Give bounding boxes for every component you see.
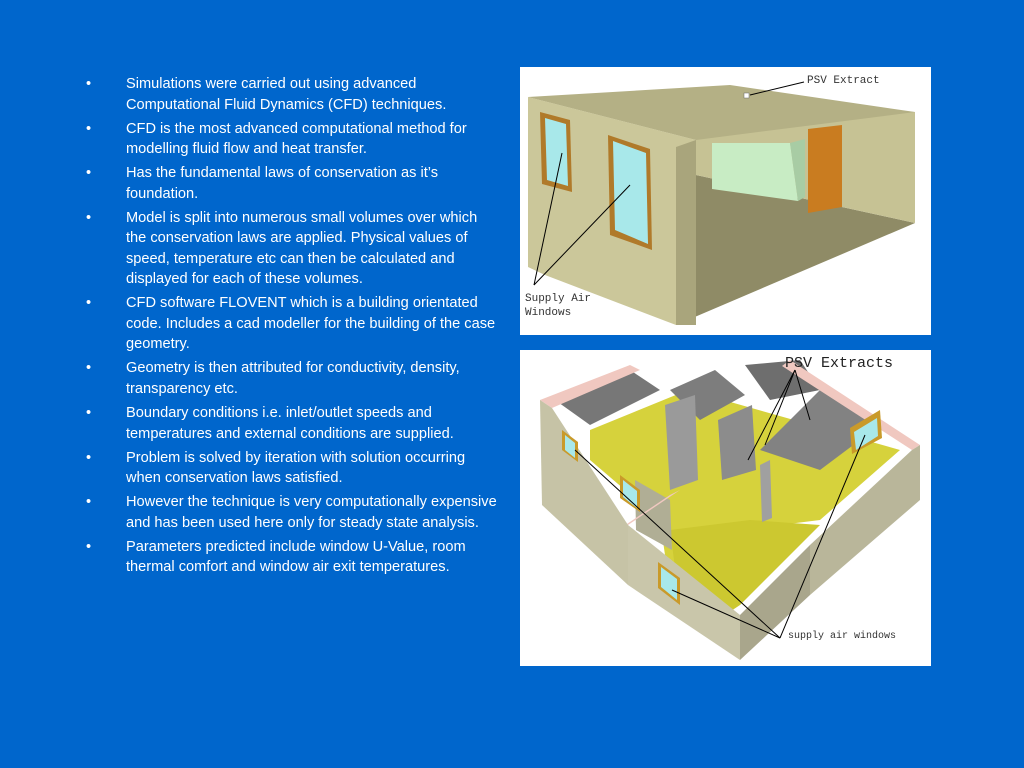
apartment-render-illustration: [520, 350, 931, 666]
bullet-text: CFD software FLOVENT which is a building orientated code. Includes a cad modeller for the building of the case geometry.: [126, 295, 496, 353]
bullet-marker: •: [86, 76, 92, 92]
bullet-item: [86, 448, 498, 489]
bullet-item: [86, 403, 498, 444]
supply-air-label: Supply Air: [525, 293, 592, 305]
apartment-render-figure: [520, 350, 931, 666]
partition-wall-3: [760, 460, 772, 522]
bullet-marker: •: [86, 538, 92, 555]
bullet-text: However the technique is very computationally expensive and has been used here only for steady state analysis.: [126, 494, 497, 531]
window-glass-small: [545, 118, 568, 186]
psv-extracts-label: PSV Extracts: [785, 355, 894, 372]
bullet-text: Problem is solved by iteration with solution occurring when conservation laws satisfied.: [126, 449, 466, 487]
bullet-marker: •: [86, 449, 92, 466]
bullet-text: Geometry is then attributed for conductivity, density, transparency etc.: [126, 360, 460, 397]
bullet-text: CFD is the most advanced computational method for modelling fluid flow and heat transfer.: [126, 120, 467, 158]
bullet-text: Parameters predicted include window U-Value, room thermal comfort and window air exit temperatures.: [126, 538, 466, 576]
bullet-text: Model is split into numerous small volumes over which the conservation laws are applied. Physical values of speed, temperature etc can then be calculated and displayed for each of these volumes.: [126, 209, 478, 288]
bullet-item: [86, 293, 498, 355]
bullet-text: Has the fundamental laws of conservation as it’s foundation.: [126, 165, 439, 202]
door: [808, 125, 842, 213]
partition-wall-1: [665, 395, 698, 490]
bullet-text: Simulations were carried out using advanced Computational Fluid Dynamics (CFD) techniques.: [126, 76, 447, 113]
bullet-marker: •: [86, 165, 92, 182]
bullet-marker: •: [86, 120, 92, 137]
bullet-item: [86, 358, 498, 399]
bullet-item: [86, 119, 498, 160]
bullet-marker: •: [86, 295, 92, 312]
bullet-marker: •: [86, 494, 92, 511]
wall-end-edge: [676, 140, 696, 325]
bullet-item: [86, 208, 498, 290]
psv-extract-label: PSV Extract: [807, 75, 880, 87]
room-render-figure: [520, 67, 931, 335]
room-render-illustration: [520, 67, 931, 335]
bullet-list: [86, 74, 498, 581]
bullet-item: [86, 163, 498, 204]
bullet-item: [86, 74, 498, 115]
windows-label: Windows: [525, 307, 572, 319]
bullet-text: Boundary conditions i.e. inlet/outlet speeds and temperatures and external conditions are supplied.: [126, 405, 454, 442]
bullet-marker: •: [86, 209, 92, 226]
window-glass-large: [613, 141, 648, 244]
bullet-marker: •: [86, 405, 92, 422]
bullet-item: [86, 492, 498, 533]
supply-air-windows-label: supply air windows: [788, 631, 897, 642]
bullet-item: [86, 537, 498, 578]
psv-extract-marker: [744, 93, 749, 98]
bullet-marker: •: [86, 360, 92, 377]
